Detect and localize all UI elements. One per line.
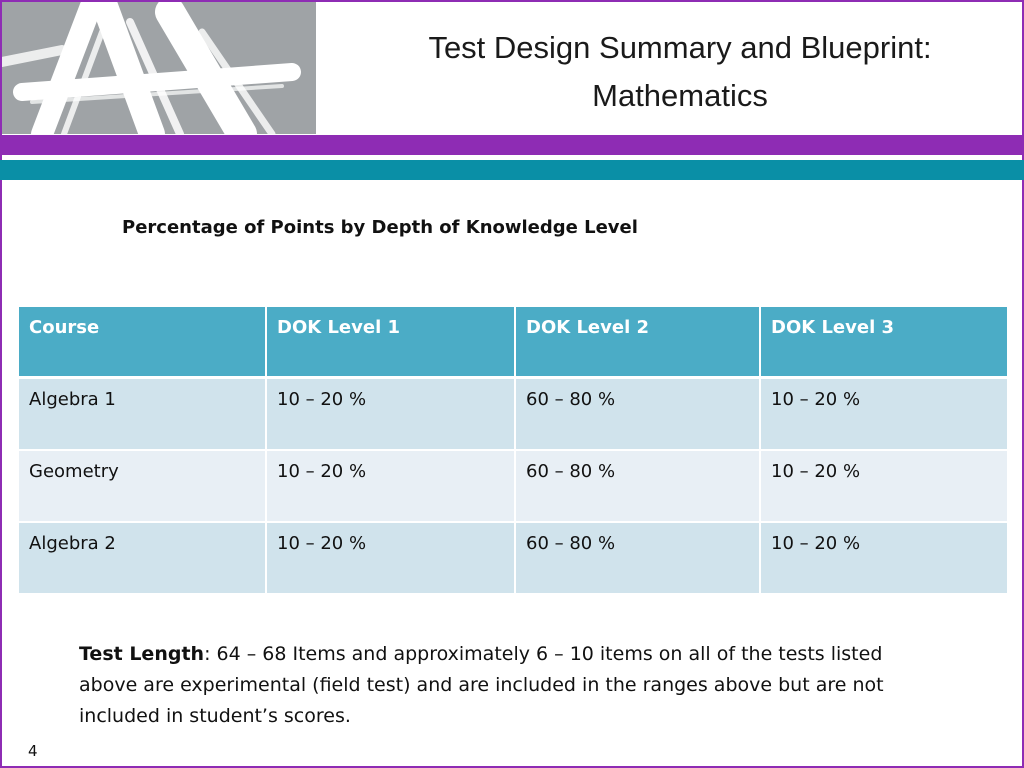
page-number: 4 (28, 742, 38, 760)
cell-dok-1: 10 – 20 % (266, 522, 515, 594)
cell-dok-1: 10 – 20 % (266, 378, 515, 451)
header-course: Course (18, 306, 266, 378)
cell-dok-2: 60 – 80 % (515, 522, 760, 594)
cell-dok-3: 10 – 20 % (760, 450, 1008, 522)
header-dok-level-1: DOK Level 1 (266, 306, 515, 378)
cell-dok-2: 60 – 80 % (515, 450, 760, 522)
letter-a-logo-icon (2, 2, 316, 134)
header-dok-level-3: DOK Level 3 (760, 306, 1008, 378)
cell-dok-3: 10 – 20 % (760, 522, 1008, 594)
test-length-text: : 64 – 68 Items and approximately 6 – 10 items on all of the tests listed above are experimental (field test) and are included in the ranges above but are not included in student’s scores. (79, 643, 884, 727)
test-length-note (79, 639, 909, 732)
cell-course: Algebra 1 (18, 378, 266, 451)
test-length-label: Test Length (79, 643, 205, 665)
header-dok-level-2: DOK Level 2 (515, 306, 760, 378)
logo (2, 2, 316, 134)
page-title (330, 24, 1024, 120)
table-header-row (18, 306, 1008, 378)
cell-course: Geometry (18, 450, 266, 522)
title-line-1: Test Design Summary and Blueprint: (428, 30, 932, 65)
purple-divider-bar (0, 135, 1024, 155)
cell-dok-1: 10 – 20 % (266, 450, 515, 522)
title-line-2: Mathematics (592, 78, 768, 113)
teal-divider-bar (0, 160, 1024, 180)
table-row (18, 378, 1008, 451)
cell-course: Algebra 2 (18, 522, 266, 594)
cell-dok-3: 10 – 20 % (760, 378, 1008, 451)
table-row (18, 450, 1008, 522)
table-caption: Percentage of Points by Depth of Knowledge Level (122, 217, 638, 238)
dok-table (17, 305, 1009, 595)
table-row (18, 522, 1008, 594)
cell-dok-2: 60 – 80 % (515, 378, 760, 451)
